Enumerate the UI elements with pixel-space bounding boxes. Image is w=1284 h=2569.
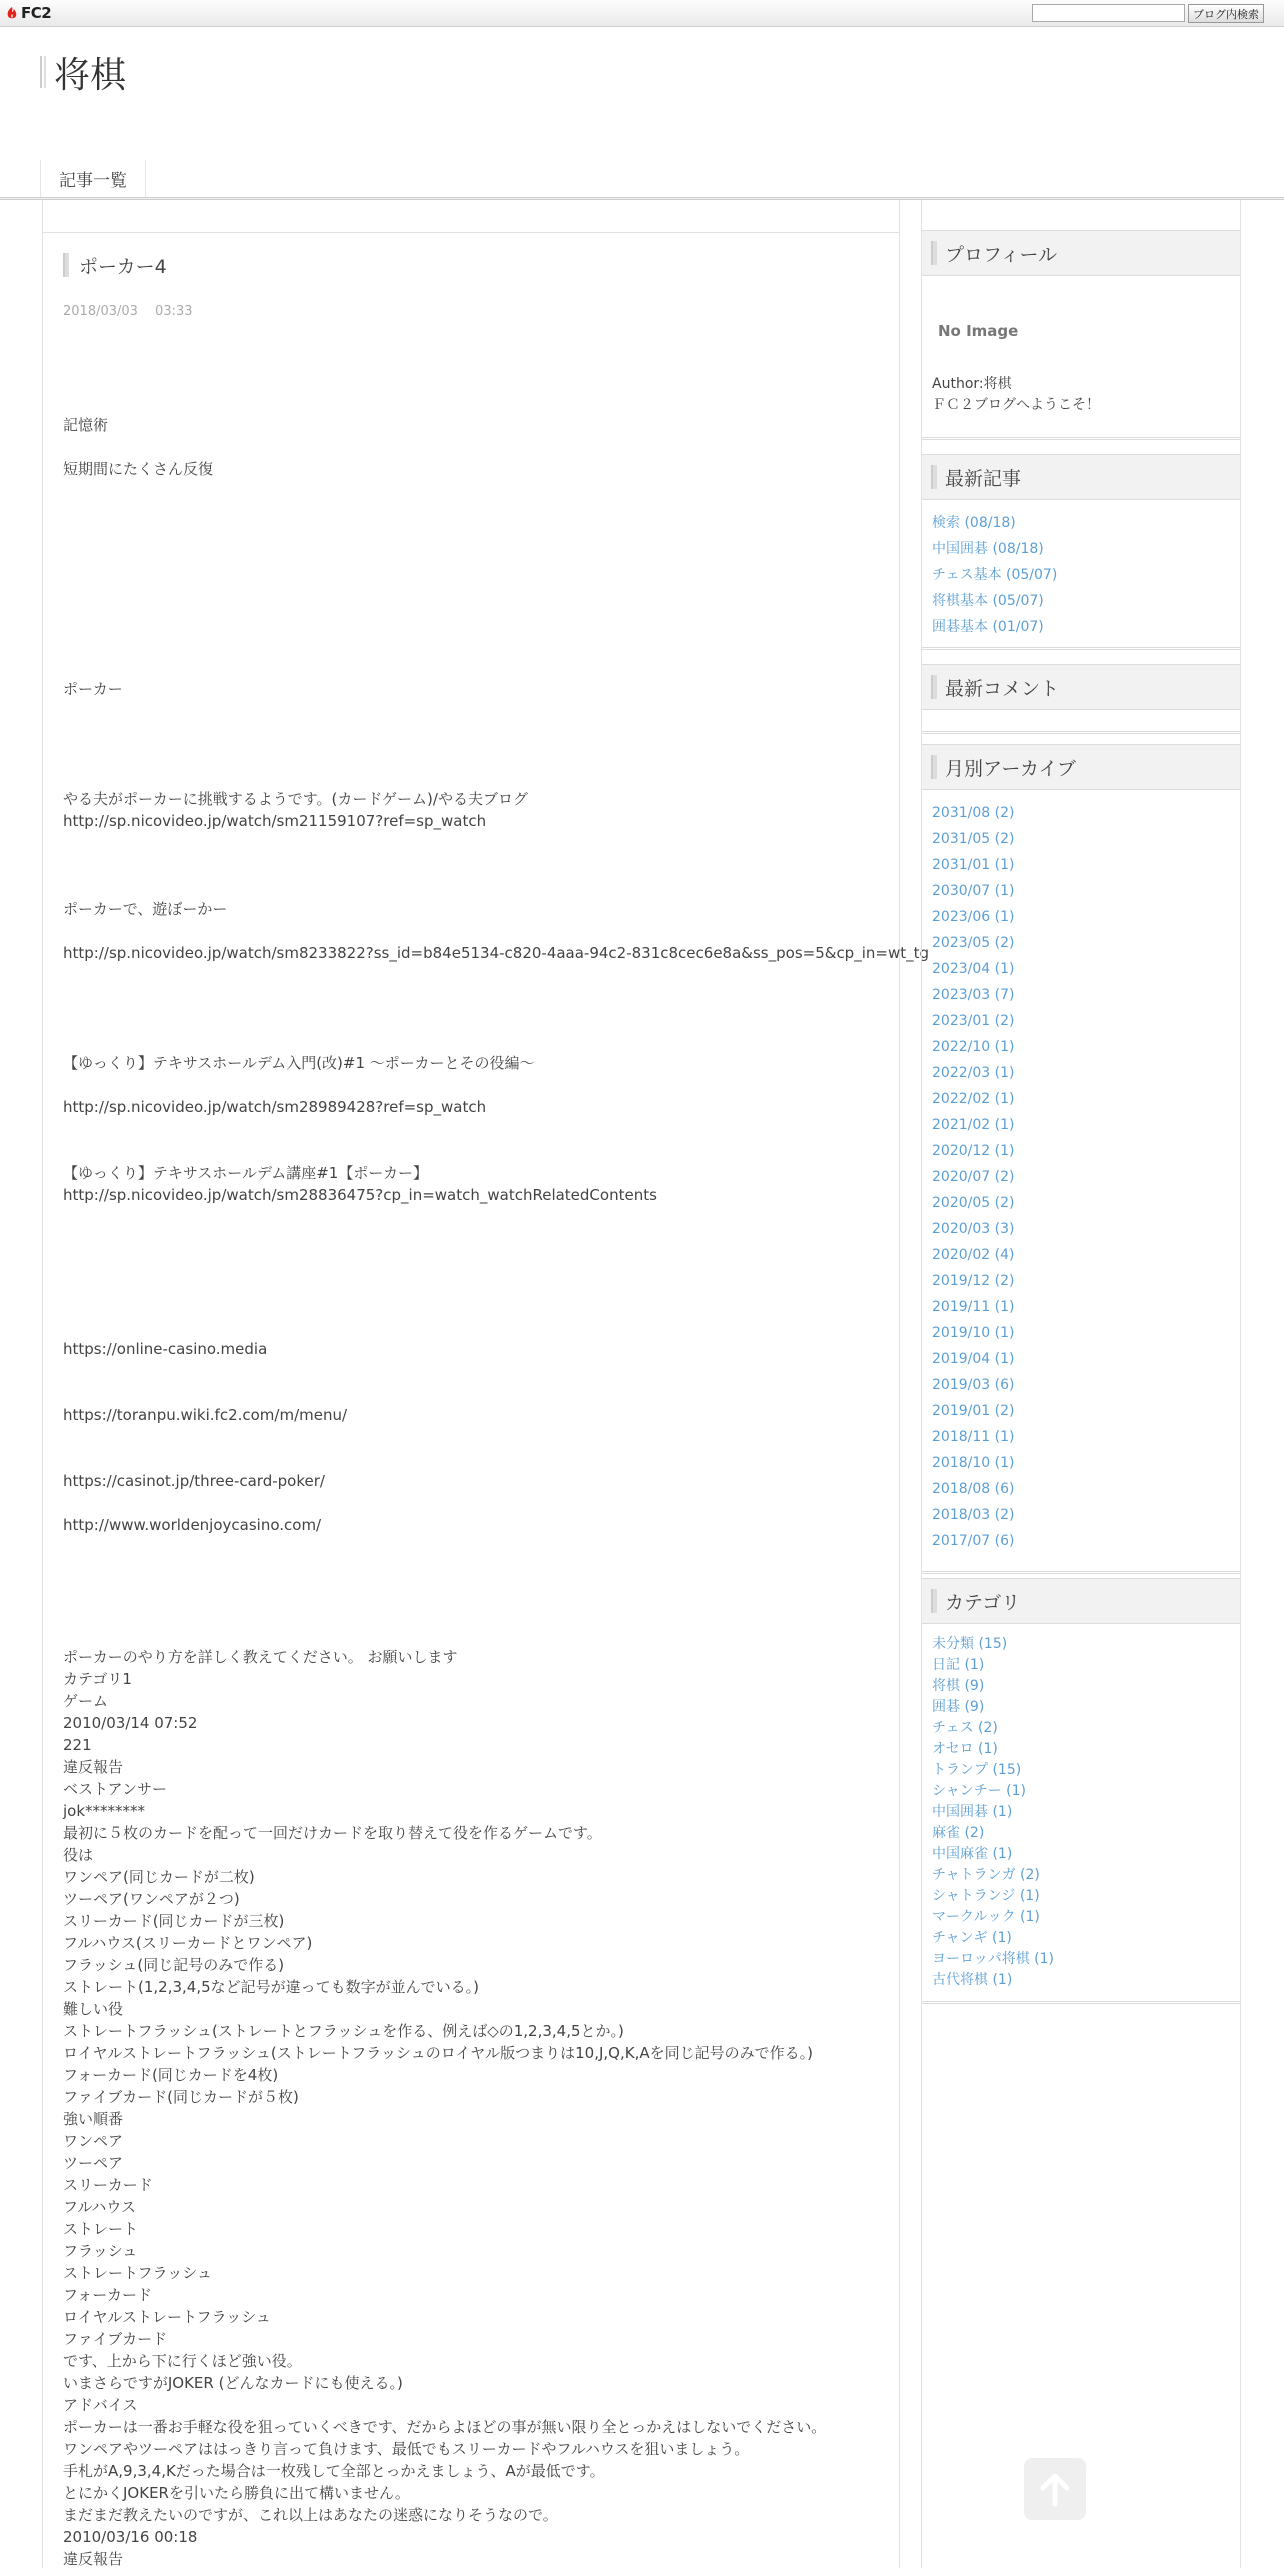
category-link[interactable]: シャトランジ (1)	[932, 1888, 1040, 1904]
entry-line: フォーカード(同じカードを4枚)	[63, 2066, 279, 2084]
entry-line: ワンペア	[63, 2132, 124, 2150]
entry-line: ポーカーのやり方を詳しく教えてください。 お願いします	[63, 1648, 458, 1666]
archive-link[interactable]: 2020/02 (4)	[932, 1247, 1015, 1263]
blog-search-button[interactable]: ブログ内検索	[1188, 4, 1264, 23]
archive-list	[922, 790, 1240, 1574]
category-link[interactable]: 日記 (1)	[932, 1657, 985, 1673]
plugin-recent-comments	[922, 664, 1240, 734]
category-link[interactable]: ヨーロッパ将棋 (1)	[932, 1951, 1055, 1967]
entry-line: 役は	[63, 1846, 94, 1864]
entry-line: ストレートフラッシュ	[63, 2264, 212, 2282]
profile-greeting: ＦＣ２ブログへようこそ！	[932, 397, 1100, 413]
archive-link[interactable]: 2023/01 (2)	[932, 1013, 1015, 1029]
plugin-monthly-archive	[922, 744, 1240, 1574]
entry-line: ロイヤルストレートフラッシュ(ストレートフラッシュのロイヤル版つまりは10,J,Q,K,Aを同じ記号のみで作る。)	[63, 2044, 813, 2062]
archive-link[interactable]: 2022/02 (1)	[932, 1091, 1015, 1107]
recent-entry-link[interactable]: 将棋基本 (05/07)	[932, 593, 1044, 609]
entry-line: とにかくJOKERを引いたら勝負に出て構いません。	[63, 2484, 410, 2502]
entry-line: フォーカード	[63, 2286, 152, 2304]
entry-line: 2010/03/16 00:18	[63, 2528, 198, 2546]
fc2-logo-text: FC2	[21, 4, 52, 22]
plugin-header	[922, 744, 1240, 790]
entry-line: 記憶術	[63, 416, 109, 434]
category-link[interactable]: シャンチー (1)	[932, 1783, 1027, 1799]
no-image-placeholder: No Image	[938, 322, 1019, 340]
category-link[interactable]: 中国麻雀 (1)	[932, 1846, 1013, 1862]
entry-line: です、上から下に行くほど強い役。	[63, 2352, 302, 2370]
recent-entry-link[interactable]: 囲碁基本 (01/07)	[932, 619, 1044, 635]
category-link[interactable]: 古代将棋 (1)	[932, 1972, 1013, 1988]
category-link[interactable]: 未分類 (15)	[932, 1636, 1008, 1652]
arrow-up-icon	[1035, 2470, 1075, 2510]
plugin-header-decoration	[931, 465, 937, 489]
archive-link[interactable]: 2031/05 (2)	[932, 831, 1015, 847]
nav-item-article-list[interactable]: 記事一覧	[40, 160, 146, 198]
plugin-header	[922, 454, 1240, 500]
archive-link[interactable]: 2019/04 (1)	[932, 1351, 1015, 1367]
archive-link[interactable]: 2019/01 (2)	[932, 1403, 1015, 1419]
profile-body	[922, 276, 1240, 440]
recent-heading: 最新記事	[945, 467, 1022, 490]
comments-heading: 最新コメント	[945, 677, 1060, 700]
plugin-header	[922, 664, 1240, 710]
category-list	[922, 1624, 1240, 2004]
entry-line: フラッシュ(同じ記号のみで作る)	[63, 1956, 285, 1974]
archive-link[interactable]: 2031/01 (1)	[932, 857, 1015, 873]
recent-entry-link[interactable]: チェス基本 (05/07)	[932, 567, 1058, 583]
blog-header	[40, 52, 127, 96]
entry-line: アドバイス	[63, 2396, 138, 2414]
entry-title	[63, 252, 167, 278]
entry-line: 違反報告	[63, 2550, 124, 2568]
entry-line: 【ゆっくり】テキサスホールデム入門(改)#1 ～ポーカーとその役編～	[63, 1054, 535, 1072]
entry-line[interactable]: http://sp.nicovideo.jp/watch/sm28836475?cp_in=watch_watchRelatedContents	[63, 1186, 657, 1204]
entry-line: カテゴリ1	[63, 1670, 132, 1688]
entry-line: 難しい役	[63, 2000, 124, 2018]
main-top-strip	[43, 200, 899, 233]
entry-line: フルハウス(スリーカードとワンペア)	[63, 1934, 313, 1952]
entry-line: フラッシュ	[63, 2242, 138, 2260]
entry-title-text[interactable]: ポーカー4	[79, 255, 167, 278]
category-link[interactable]: 麻雀 (2)	[932, 1825, 985, 1841]
recent-entry-link[interactable]: 検索 (08/18)	[932, 515, 1016, 531]
entry-line: ツーペア(ワンペアが２つ)	[63, 1890, 240, 1908]
plugin-profile	[922, 230, 1240, 440]
entry-line: jok********	[63, 1802, 146, 1820]
archive-link[interactable]: 2020/03 (3)	[932, 1221, 1015, 1237]
archive-link[interactable]: 2021/02 (1)	[932, 1117, 1015, 1133]
fc2-logo-icon	[6, 6, 18, 20]
fc2-logo[interactable]	[6, 4, 51, 22]
archive-link[interactable]: 2022/10 (1)	[932, 1039, 1015, 1055]
category-link[interactable]: 将棋 (9)	[932, 1678, 985, 1694]
archive-link[interactable]: 2020/05 (2)	[932, 1195, 1015, 1211]
recent-entry-link[interactable]: 中国囲碁 (08/18)	[932, 541, 1044, 557]
archive-link[interactable]: 2018/03 (2)	[932, 1507, 1015, 1523]
profile-author: Author:将棋	[932, 376, 1012, 392]
entry-line[interactable]: https://casinot.jp/three-card-poker/	[63, 1472, 325, 1490]
archive-link[interactable]: 2019/10 (1)	[932, 1325, 1015, 1341]
archive-link[interactable]: 2031/08 (2)	[932, 805, 1015, 821]
entry-line: やる夫がポーカーに挑戦するようです。(カードゲーム)/やる夫ブログ	[63, 790, 528, 808]
archive-link[interactable]: 2018/10 (1)	[932, 1455, 1015, 1471]
archive-link[interactable]: 2019/11 (1)	[932, 1299, 1015, 1315]
comments-body	[922, 710, 1240, 734]
archive-heading: 月別アーカイブ	[945, 757, 1076, 780]
entry-line[interactable]: https://online-casino.media	[63, 1340, 268, 1358]
scroll-to-top-button[interactable]	[1024, 2458, 1086, 2520]
entry-line: 最初に５枚のカードを配って一回だけカードを取り替えて役を作るゲームです。	[63, 1824, 602, 1842]
entry-line: 短期間にたくさん反復	[63, 460, 214, 478]
entry-line: ポーカー	[63, 680, 123, 698]
category-link[interactable]: チャンギ (1)	[932, 1930, 1012, 1946]
category-link[interactable]: 囲碁 (9)	[932, 1699, 985, 1715]
entry-line[interactable]: http://sp.nicovideo.jp/watch/sm8233822?ss_id=b84e5134-c820-4aaa-94c2-831c8cec6e8a&ss_pos=5&cp_in=wt_tg	[63, 944, 930, 962]
category-link[interactable]: チェス (2)	[932, 1720, 998, 1736]
archive-link[interactable]: 2018/08 (6)	[932, 1481, 1015, 1497]
entry-line: 違反報告	[63, 1758, 124, 1776]
entry-line: ストレート(1,2,3,4,5など記号が違っても数字が並んでいる。)	[63, 1978, 479, 1996]
entry-line: 【ゆっくり】テキサスホールデム講座#1【ポーカー】	[63, 1164, 429, 1182]
blog-search-input[interactable]	[1032, 4, 1185, 22]
global-nav	[40, 160, 146, 198]
sidebar	[921, 200, 1241, 2568]
category-link[interactable]: 中国囲碁 (1)	[932, 1804, 1013, 1820]
archive-link[interactable]: 2023/04 (1)	[932, 961, 1015, 977]
entry-line: 強い順番	[63, 2110, 124, 2128]
entry-line: ワンペアやツーペアははっきり言って負けます、最低でもスリーカードやフルハウスを狙いましょう。	[63, 2440, 750, 2458]
archive-link[interactable]: 2023/03 (7)	[932, 987, 1015, 1003]
entry-line: ファイブカード	[63, 2330, 168, 2348]
entry-line: ポーカーで、遊ぼーかー	[63, 900, 228, 918]
blog-title[interactable]: 将棋	[54, 54, 127, 96]
entry-line[interactable]: http://www.worldenjoycasino.com/	[63, 1516, 322, 1534]
archive-link[interactable]: 2017/07 (6)	[932, 1533, 1015, 1549]
archive-link[interactable]: 2030/07 (1)	[932, 883, 1015, 899]
entry-line: ストレート	[63, 2220, 139, 2238]
entry-line: ツーペア	[63, 2154, 124, 2172]
plugin-header	[922, 1578, 1240, 1624]
category-link[interactable]: オセロ (1)	[932, 1741, 998, 1757]
entry-line[interactable]: https://toranpu.wiki.fc2.com/m/menu/	[63, 1406, 348, 1424]
category-link[interactable]: マークルック (1)	[932, 1909, 1040, 1925]
entry-title-decoration	[63, 253, 69, 277]
plugin-header	[922, 230, 1240, 276]
main-column	[42, 200, 930, 2568]
archive-link[interactable]: 2023/06 (1)	[932, 909, 1015, 925]
entry-line: 手札がA,9,3,4,Kだった場合は一枚残して全部とっかえましょう、Aが最低です。	[63, 2462, 605, 2480]
entry-line: 2010/03/14 07:52	[63, 1714, 198, 1732]
category-link[interactable]: トランプ (15)	[932, 1762, 1022, 1778]
fc2-toolbar	[0, 0, 1284, 27]
entry-line: ポーカーは一番お手軽な役を狙っていくべきです、だからよほどの事が無い限り全とっかえはしないでください。	[63, 2418, 827, 2436]
archive-link[interactable]: 2023/05 (2)	[932, 935, 1015, 951]
plugin-header-decoration	[931, 755, 937, 779]
entry-line: ゲーム	[63, 1692, 109, 1710]
entry-line[interactable]: http://sp.nicovideo.jp/watch/sm28989428?ref=sp_watch	[63, 1098, 487, 1116]
entry-line: ロイヤルストレートフラッシュ	[63, 2308, 271, 2326]
archive-link[interactable]: 2020/12 (1)	[932, 1143, 1015, 1159]
category-link[interactable]: チャトランガ (2)	[932, 1867, 1040, 1883]
entry-line: まだまだ教えたいのですが、これ以上はあなたの迷惑になりそうなので。	[63, 2506, 558, 2524]
plugin-header-decoration	[931, 1589, 937, 1613]
plugin-recent-entries	[922, 454, 1240, 650]
archive-link[interactable]: 2019/12 (2)	[932, 1273, 1015, 1289]
entry-line: ベストアンサー	[63, 1780, 167, 1798]
plugin-header-decoration	[931, 675, 937, 699]
archive-link[interactable]: 2018/11 (1)	[932, 1429, 1015, 1445]
plugin-category	[922, 1578, 1240, 2004]
entry-date: 2018/03/03 03:33	[63, 304, 193, 319]
entry-line: ファイブカード(同じカードが５枚)	[63, 2088, 299, 2106]
entry-line: 221	[63, 1736, 92, 1754]
title-decoration	[40, 56, 46, 88]
category-heading: カテゴリ	[945, 1591, 1021, 1614]
blog-search-form	[1032, 4, 1264, 23]
entry-line: ワンペア(同じカードが二枚)	[63, 1868, 255, 1886]
archive-link[interactable]: 2019/03 (6)	[932, 1377, 1015, 1393]
recent-list	[922, 500, 1240, 650]
plugin-header-decoration	[931, 241, 937, 265]
profile-heading: プロフィール	[945, 243, 1058, 266]
archive-link[interactable]: 2020/07 (2)	[932, 1169, 1015, 1185]
entry-line: フルハウス	[63, 2198, 136, 2216]
entry-line: ストレートフラッシュ(ストレートとフラッシュを作る、例えば◇の1,2,3,4,5とか。)	[63, 2022, 624, 2040]
entry-line: スリーカード	[63, 2176, 153, 2194]
entry-line[interactable]: http://sp.nicovideo.jp/watch/sm21159107?ref=sp_watch	[63, 812, 487, 830]
entry-line: スリーカード(同じカードが三枚)	[63, 1912, 285, 1930]
archive-link[interactable]: 2022/03 (1)	[932, 1065, 1015, 1081]
entry-line: いまさらですがJOKER (どんなカードにも使える。)	[63, 2374, 403, 2392]
